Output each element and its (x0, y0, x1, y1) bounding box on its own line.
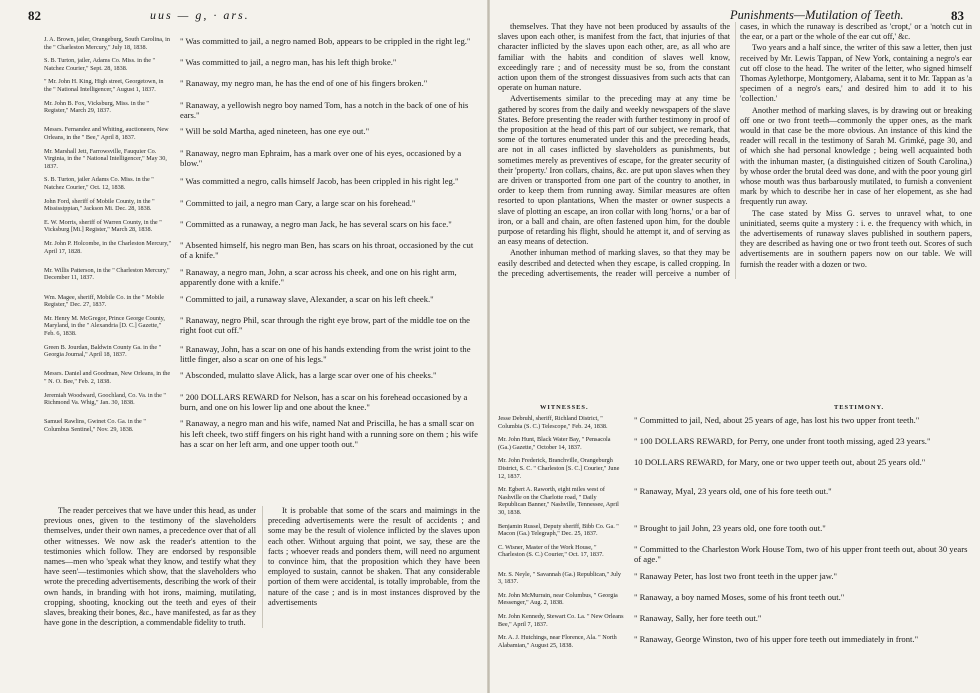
testimony-cell: " Ranaway, my negro man, he has the end of one of his fingers broken." (180, 78, 428, 89)
testimony-cell: " Was committed a negro, calls himself Jacob, has been crippled in his right leg." (180, 176, 459, 187)
left-running-title: uus — g, · ars. (150, 8, 250, 22)
witness-cell: Mr. John Frederick, Branchville, Orangeburgh District, S. C. " Charleston [S. C.] Courier," June 12, 1837. (498, 457, 620, 480)
testimony-cell: " Ranaway, a yellowish negro boy named Tom, has a notch in the back of one of his ears." (180, 99, 469, 120)
testimony-cell: " Ranaway, George Winston, two of his upper fore teeth out immediately in front." (634, 634, 919, 645)
testimony-cell: " Brought to jail John, 23 years old, one fore tooth out." (634, 522, 826, 533)
testimony-cell: " 200 DOLLARS REWARD for Nelson, has a scar on his forehead occasioned by a burn, and one on his lower lip and one about the knee." (180, 391, 468, 412)
table-row (498, 592, 972, 607)
body-paragraph: The case stated by Miss G. serves to unravel what, to one uninitiated, seems quite a mystery : i. e. the frequency with which, in the advertisements of runaway slaves published in southern papers, they are described as having one or two front teeth out. Scores of such advertisements are in southern papers now on our table. We will furnish the reader with a dozen or two. (740, 208, 972, 269)
testimony-cell: " Was committed to jail, a negro man, has his left thigh broke." (180, 57, 397, 68)
testimony-cell: " Ranaway, negro man Ephraim, has a mark over one of his eyes, occasioned by a blow." (180, 147, 462, 168)
body-paragraph: Advertisements similar to the preceding may at any time be gathered by scores from the daily and weekly newspapers of the slave States. Before presenting the reader with further testimony in proof of the proposition at the head of this part of our subject, we remark, that some of the tortures enumerated under this and the preceding heads, are not in all cases inflicted by slaveholders as punishments, but sometimes merely as preventives of escape, for the greater security of their 'property.' Iron collars, chains, &c. are put upon slaves when they are driven or transported from one part of the country to another, in order to keep them from running away. Similar measures are often resorted to upon plantations, When the master or owner suspects a slave of plotting an escape, an iron collar with long 'horns,' or a bar of iron, or a ball and chain, are often fastened upon him, for the double purpose of retarding his flight, should he attempt it, and of serving as an easy means of detection. (498, 94, 730, 247)
testimony-column-header: TESTIMONY. (834, 404, 885, 411)
table-row (44, 100, 480, 121)
table-row (44, 198, 480, 213)
testimony-cell: " Ranaway, a boy named Moses, some of his front teeth out." (634, 591, 845, 602)
witness-cell: Green B. Jourdan, Baldwin County Ga. in the " Georgia Journal," April 18, 1837. (44, 343, 162, 359)
testimony-cell: " Ranaway Peter, has lost two front teeth in the upper jaw." (634, 570, 838, 581)
table-row (44, 370, 480, 385)
testimony-cell: " Committed to jail, Ned, about 25 years of age, has lost his two upper front teeth." (634, 415, 920, 425)
table-row (44, 392, 480, 413)
testimony-cell: " Absconded, mulatto slave Alick, has a large scar over one of his cheeks." (180, 370, 437, 381)
table-row (498, 415, 972, 430)
witness-cell: Jeremiah Woodward, Goochland, Co. Va. in the " Richmond Va. Whig," Jan. 30, 1838. (44, 391, 166, 407)
witness-cell: S. B. Turton, jailer, Adams Co. Miss. in the " Natchez Courier," Sept. 28, 1838. (44, 57, 156, 72)
testimony-cell: " Committed as a runaway, a negro man Jack, he has several scars on his face." (180, 218, 452, 229)
witness-cell: Mr. John B. Fox, Vicksburg, Miss. in the " Register," March 29, 1837. (44, 99, 149, 115)
witness-cell: S. B. Turton, jailer Adams Co. Miss. in the " Natchez Courier," Oct. 12, 1838. (44, 176, 154, 191)
witness-cell: John Ford, sheriff of Mobile County, in the " Mississippian," Jackson Mi. Dec. 28, 1838. (44, 197, 155, 213)
table-row (44, 344, 480, 365)
testimony-cell: " Ranaway, John, has a scar on one of his hands extending from the wrist joint to the little finger, also a scar on one of his legs." (180, 343, 471, 364)
witness-cell: Mr. Egbert A. Raworth, eight miles west of Nashville on the Charlotte road, " Daily Republican Banner," Nashville, Tennessee, April 30, 1838. (498, 486, 619, 516)
table-row (44, 267, 480, 288)
table-row (44, 176, 480, 191)
witness-cell: Jesse Debruhl, sheriff, Richland District, " Columbia (S. C.) Telescope," Feb. 24, 1838. (498, 415, 608, 430)
testimony-cell: " Absented himself, his negro man Ben, has scars on his throat, occasioned by the cut of a knife." (180, 239, 474, 261)
table-row (498, 523, 972, 538)
table-row (44, 418, 480, 449)
body-paragraph: The reader perceives that we have under this head, as under previous ones, given to the testimony of the slaveholders themselves, under their own names, a precedence over that of all other witnesses. We now ask the reader's attention to the testimonies which follow. They are endorsed by responsible names—men who 'speak what they know, and testify what they have seen'—testimonies which show, that the slaveholders who wrote the preceding advertisements, describing the work of their own hands, in branding with hot irons, maiming, mutilating, cropping, shooting, knocking out the teeth and eyes of their slaves, breaking their bones, &c., have manifested, as far as they have gone in the description, a commendable fidelity to truth. (44, 506, 256, 628)
table-row (44, 36, 480, 51)
witness-cell: Mr. Henry M. McGregor, Prince George County, Maryland, in the " Alexandria [D. C.] Gazette," Feb. 6, 1838. (44, 314, 165, 337)
table-row (44, 126, 480, 141)
table-row (44, 57, 480, 72)
testimony-cell: " Ranaway, a negro man, John, a scar across his cheek, and one on his right arm, apparently done with a knife." (180, 266, 457, 288)
table-row (44, 148, 480, 171)
testimony-cell: " Committed to the Charleston Work House Tom, two of his upper front teeth out, about 30 years of age." (634, 543, 968, 565)
testimony-cell: " Was committed to jail, a negro named Bob, appears to be crippled in the right leg." (180, 36, 471, 46)
table-row (498, 634, 972, 649)
left-body-text (44, 506, 480, 628)
witness-cell: Mr. John Hunt, Black Water Bay, " Pensacola (Ga.) Gazette," October 14, 1837. (498, 436, 611, 451)
right-page (490, 0, 980, 693)
table-row (498, 486, 972, 516)
body-paragraph: Two years and a half since, the writer of this saw a letter, then just received by Mr. Lewis Tappan, of New York, containing a negro's ear cut off close to the head. The writer of the letter, who signed himself Thomas Aylethorpe, Montgomery, Alabama, sent it to Mr. Tappan as 'a specimen of a negro's ears,' and desired him to add it to his 'collection.' (740, 43, 972, 104)
table-row (498, 436, 972, 451)
left-running-head (20, 8, 476, 24)
witness-cell: E. W. Morris, sheriff of Warren County, in the " Vicksburg [Mi.] Register," March 28, 1838. (44, 218, 162, 234)
table-row (498, 571, 972, 586)
witness-cell: Samuel Rawlins, Gwinet Co. Ga. in the " Columbus Sentinel," Nov. 29, 1838. (44, 418, 146, 433)
witness-cell: Messrs. Daniel and Goodman, New Orleans, in the " N. O. Bee," Feb. 2, 1838. (44, 370, 171, 385)
body-paragraph: Another method of marking slaves, is by drawing out or breaking off one or two front teeth—commonly the upper ones, as the mark would in that case be the more obvious. An instance of this kind the reader will recall in the testimony of Sarah M. Grimké, page 30, and of which she had personal knowledge ; being well acquainted both with the inhuman master, (a distinguished citizen of South Carolina,) by whose order the brutal deed was done, and with the poor young girl whose mouth was thus barbarously mutilated, to furnish a convenient mark by which to describe her in case of her elopement, as she had frequently run away. (740, 105, 972, 207)
table-row (44, 294, 480, 309)
witness-cell: Wm. Magee, sheriff, Mobile Co. in the " Mobile Register," Dec. 27, 1837. (44, 293, 164, 309)
witness-cell: Benjamin Russel, Deputy sheriff, Bibb Co. Ga. " Macon (Ga.) Telegraph," Dec. 25, 1837. (498, 522, 619, 538)
witness-cell: Mr. S. Neyle, " Savannah (Ga.) Republican," July 3, 1837. (498, 570, 621, 586)
testimony-cell: 10 DOLLARS REWARD, for Mary, one or two upper teeth out, about 25 years old." (634, 457, 926, 468)
witnesses-column-header: WITNESSES. (540, 404, 589, 411)
table-row (44, 219, 480, 234)
table-row (498, 544, 972, 565)
table-row (44, 315, 480, 338)
body-paragraph: It is probable that some of the scars and maimings in the preceding advertisements were the result of accidents ; and some may be the result of violence inflicted by the slaves upon each other. Without arguing that point, we say, these are the facts ; whoever reads and ponders them, will need no argument to convince him, that the proposition which they have been employed to sustain, cannot be shaken. That any considerable portion of them were accidental, is totally improbable, from the nature of the case ; and is in most instances disproved by the advertisements (268, 506, 480, 607)
left-page (0, 0, 488, 693)
witness-cell: Mr. John Kennedy, Stewart Co. La. " New Orleans Bee," April 7, 1837. (498, 612, 624, 628)
body-paragraph: Another inhuman method of marking slaves, so that they may be easily described and detected when they escape, is called cropping. In the preceding advertisements, the reader will perceive a number of cases, in which the runaway is described as 'cropt,' or a 'notch cut in the ear, or a part or the whole of the ear cut off,' &c. (498, 22, 972, 278)
witness-cell: Mr. John McMurrain, near Columbus, " Georgia Messenger," Aug. 2, 1838. (498, 591, 618, 607)
witness-cell: Mr. Willis Patterson, in the " Charleston Mercury," December 11, 1837. (44, 266, 170, 282)
right-evidence-table (498, 415, 972, 655)
witness-cell: J. A. Brown, jailer, Orangeburg, South Carolina, in the " Charleston Mercury," July 18, 1838. (44, 36, 170, 51)
testimony-cell: " Committed to jail, a negro man Cary, a large scar on his forehead." (180, 197, 416, 208)
body-paragraph: themselves. That they have not been produced by assaults of the slaves upon each other, is manifest from the fact, that injuries of that character inflicted by the slaves upon each other, are, as all who are familiar with the habits and condition of slaves well know, exceedingly rare ; and of necessity must be so, from the constant action upon them of the strongest dissuasives from such acts that can operate on human nature. (498, 22, 730, 93)
testimony-cell: " Ranaway, Myal, 23 years old, one of his fore teeth out." (634, 486, 832, 497)
left-evidence-table (44, 36, 480, 456)
testimony-cell: " Ranaway, Sally, her fore teeth out." (634, 612, 762, 623)
witness-cell: Mr. Marshall Jett, Farrowsville, Fauquier Co. Virginia, in the " National Intelligencer," May 30, 1837. (44, 147, 167, 170)
right-page-number: 83 (951, 8, 964, 23)
testimony-cell: " Committed to jail, a runaway slave, Alexander, a scar on his left cheek." (180, 293, 434, 304)
testimony-cell: " 100 DOLLARS REWARD, for Perry, one under front tooth missing, aged 23 years." (634, 436, 931, 447)
witness-cell: C. Wisner, Master of the Work House, " Charleston (S. C.) Courier," Oct. 17, 1837. (498, 543, 604, 559)
table-row (44, 78, 480, 93)
right-running-title: Punishments—Mutilation of Teeth. (730, 8, 904, 22)
testimony-cell: " Will be sold Martha, aged nineteen, has one eye out." (180, 126, 370, 137)
table-row (498, 613, 972, 628)
table-row (498, 457, 972, 480)
testimony-cell: " Ranaway, a negro man and his wife, named Nat and Priscilla, he has a small scar on his left cheek, two stiff fingers on his right hand with a running sore on them ; his wife has a scar on her left arm, and one upper tooth out." (180, 418, 478, 450)
witness-cell: Mr. A. J. Hutchings, near Florence, Ala. " North Alabamian," August 25, 1838. (498, 634, 617, 649)
testimony-cell: " Ranaway, negro Phil, scar through the right eye brow, part of the middle toe on the right foot cut off." (180, 314, 470, 336)
witness-cell: " Mr. John H. King, High street, Georgetown, in the " National Intelligencer," August 1, 1837. (44, 78, 164, 93)
right-body-text (498, 22, 972, 279)
witness-cell: Mr. John P. Holcombe, in the Charleston Mercury," April 17, 1828. (44, 239, 172, 255)
left-page-number: 82 (28, 8, 41, 23)
witness-cell: Messrs. Fernandez and Whiting, auctioneers, New Orleans, in the " Bee," April 8, 1837. (44, 126, 169, 141)
table-row (44, 240, 480, 261)
